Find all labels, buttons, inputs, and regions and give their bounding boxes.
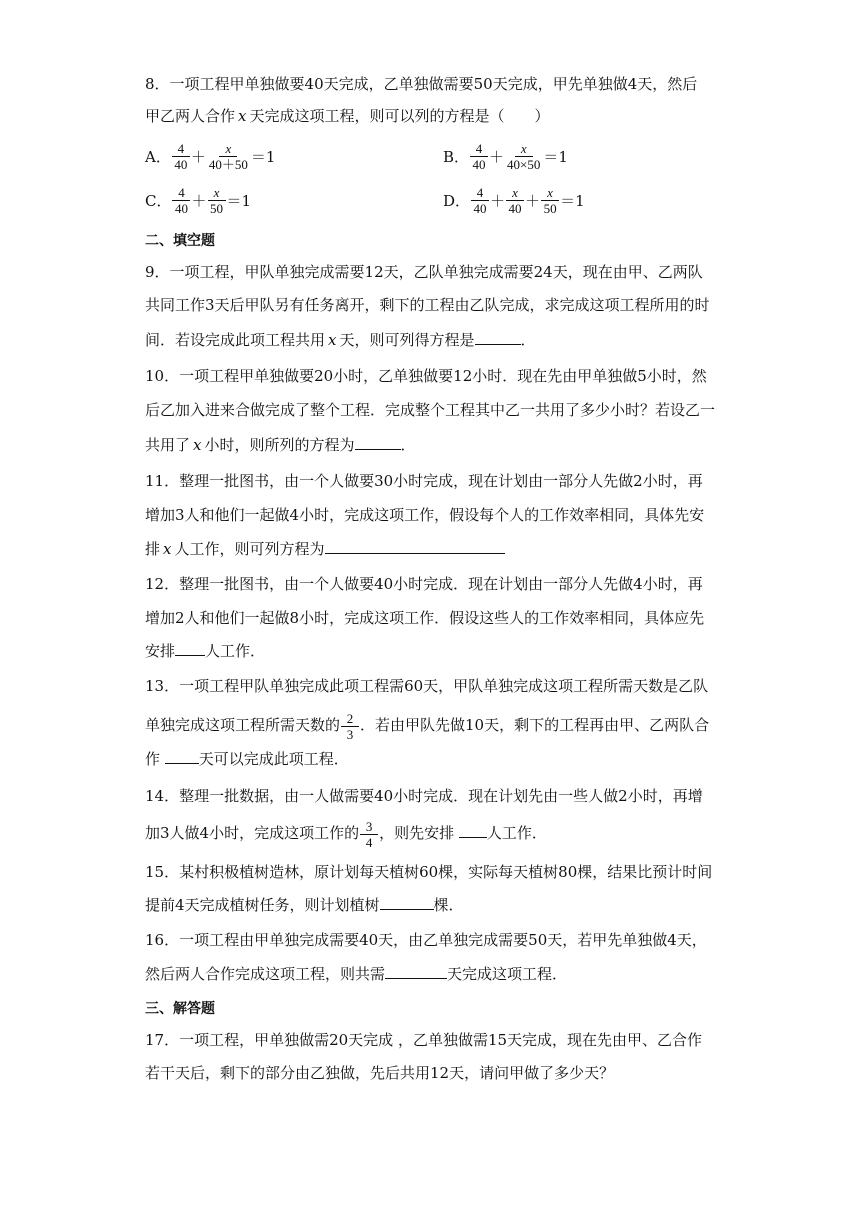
q8-line1: 8．一项工程甲单独做要40天完成，乙单独做需要50天完成，甲先单独做4天，然后 (145, 75, 698, 93)
answer-blank[interactable] (475, 329, 521, 345)
q13-line1: 13．一项工程甲队单独完成此项工程需60天，甲队单独完成这项工程所需天数是乙队 (145, 677, 709, 695)
q11-line3: 排 x 人工作，则可列方程为 (145, 538, 505, 558)
fraction: $\frac{4}{40}$ (172, 141, 190, 172)
q14-line1: 14．整理一批数据，由一人做需要40小时完成．现在计划先由一些人做2小时，再增 (145, 787, 703, 805)
q8-line2: 甲乙两人合作 x 天完成这项工程，则可以列的方程是（ ） (145, 107, 550, 125)
q12-line1: 12．整理一批图书，由一个人做要40小时完成．现在计划由一部分人先做4小时，再 (145, 575, 703, 593)
answer-blank[interactable] (325, 538, 505, 554)
fraction: $\frac{x}{40\times 50}$ (507, 140, 541, 172)
fraction: $\frac{4}{40}$ (471, 185, 489, 216)
q11-line1: 11．整理一批图书，由一个人做要30小时完成，现在计划由一部分人先做2小时，再 (145, 472, 703, 490)
q15-line1: 15．某村积极植树造林，原计划每天植树60棵，实际每天植树80棵，结果比预计时间 (145, 863, 713, 881)
section-heading-solve: 三、解答题 (145, 1001, 215, 1017)
fraction: $\frac{2}{3}$ (341, 711, 359, 742)
q13-line3: 作 天可以完成此项工程． (145, 750, 349, 768)
answer-blank[interactable] (385, 963, 447, 979)
q9-line1: 9．一项工程，甲队单独完成需要12天，乙队单独完成需要24天，现在由甲、乙两队 (145, 263, 703, 281)
fraction: $\frac{3}{4}$ (360, 819, 378, 850)
q16-line2: 然后两人合作完成这项工程，则共需 天完成这项工程． (145, 965, 568, 983)
q12-line3: 安排 人工作． (145, 642, 266, 660)
fraction: $\frac{x}{40}$ (506, 185, 524, 216)
q8-option-d[interactable]: D． $\frac{4}{40}$ ＋ $\frac{x}{40}$ ＋ $\frac{x}{50}$ ＝1 (443, 184, 585, 216)
q10-line1: 10．一项工程甲单独做要20小时，乙单独做要12小时．现在先由甲单独做5小时，然 (145, 367, 707, 385)
answer-blank[interactable] (459, 822, 487, 838)
q10-line3: 共用了 x 小时，则所列的方程为 ． (145, 436, 416, 454)
q8-option-c[interactable]: C． $\frac{4}{40}$ ＋ $\frac{x}{50}$ ＝1 (145, 184, 252, 216)
q11-line2: 增加3人和他们一起做4小时，完成这项工作，假设每个人的工作效率相同，具体先安 (145, 506, 705, 524)
q14-line2: 加3人做4小时，完成这项工作的 $\frac{3}{4}$ ，则先安排 人工作． (145, 818, 547, 850)
q16-line1: 16．一项工程由甲单独完成需要40天，由乙单独完成需要50天，若甲先单独做4天， (145, 931, 707, 949)
fraction: $\frac{4}{40}$ (470, 141, 488, 172)
q9-line3: 间．若设完成此项工程共用 x 天，则可列得方程是 ． (145, 331, 536, 349)
q17-line2: 若干天后，剩下的部分由乙独做，先后共用12天，请问甲做了多少天？ (145, 1064, 615, 1082)
answer-blank[interactable] (175, 640, 205, 656)
q13-line2: 单独完成这项工程所需天数的 $\frac{2}{3}$ ．若由甲队先做10天，剩下的工程再由甲、乙两队合 (145, 710, 710, 742)
q10-line2: 后乙加入进来合做完成了整个工程．完成整个工程其中乙一共用了多少小时？若设乙一 (145, 401, 716, 419)
answer-blank[interactable] (165, 748, 199, 764)
fraction: $\frac{x}{50}$ (541, 185, 559, 216)
section-heading-fill-in: 二、填空题 (145, 233, 215, 249)
fraction: $\frac{x}{40+50}$ (208, 140, 248, 172)
answer-blank[interactable] (380, 894, 434, 910)
q15-line2: 提前4天完成植树任务，则计划植树 棵． (145, 896, 464, 914)
fraction: $\frac{x}{50}$ (208, 185, 226, 216)
fraction: $\frac{4}{40}$ (172, 185, 190, 216)
answer-blank[interactable] (355, 434, 401, 450)
q9-line2: 共同工作3天后甲队另有任务离开，剩下的工程由乙队完成，求完成这项工程所用的时 (145, 296, 710, 314)
q12-line2: 增加2人和他们一起做8小时，完成这项工作．假设这些人的工作效率相同，具体应先 (145, 609, 705, 627)
q8-option-a[interactable]: A． $\frac{4}{40}$ ＋ $\frac{x}{40+50}$ ＝1 (145, 140, 276, 172)
q8-option-b[interactable]: B． $\frac{4}{40}$ ＋ $\frac{x}{40\times 50}$ ＝1 (443, 140, 568, 172)
q17-line1: 17．一项工程，甲单独做需20天完成 ，乙单独做需15天完成，现在先由甲、乙合作 (145, 1031, 703, 1049)
